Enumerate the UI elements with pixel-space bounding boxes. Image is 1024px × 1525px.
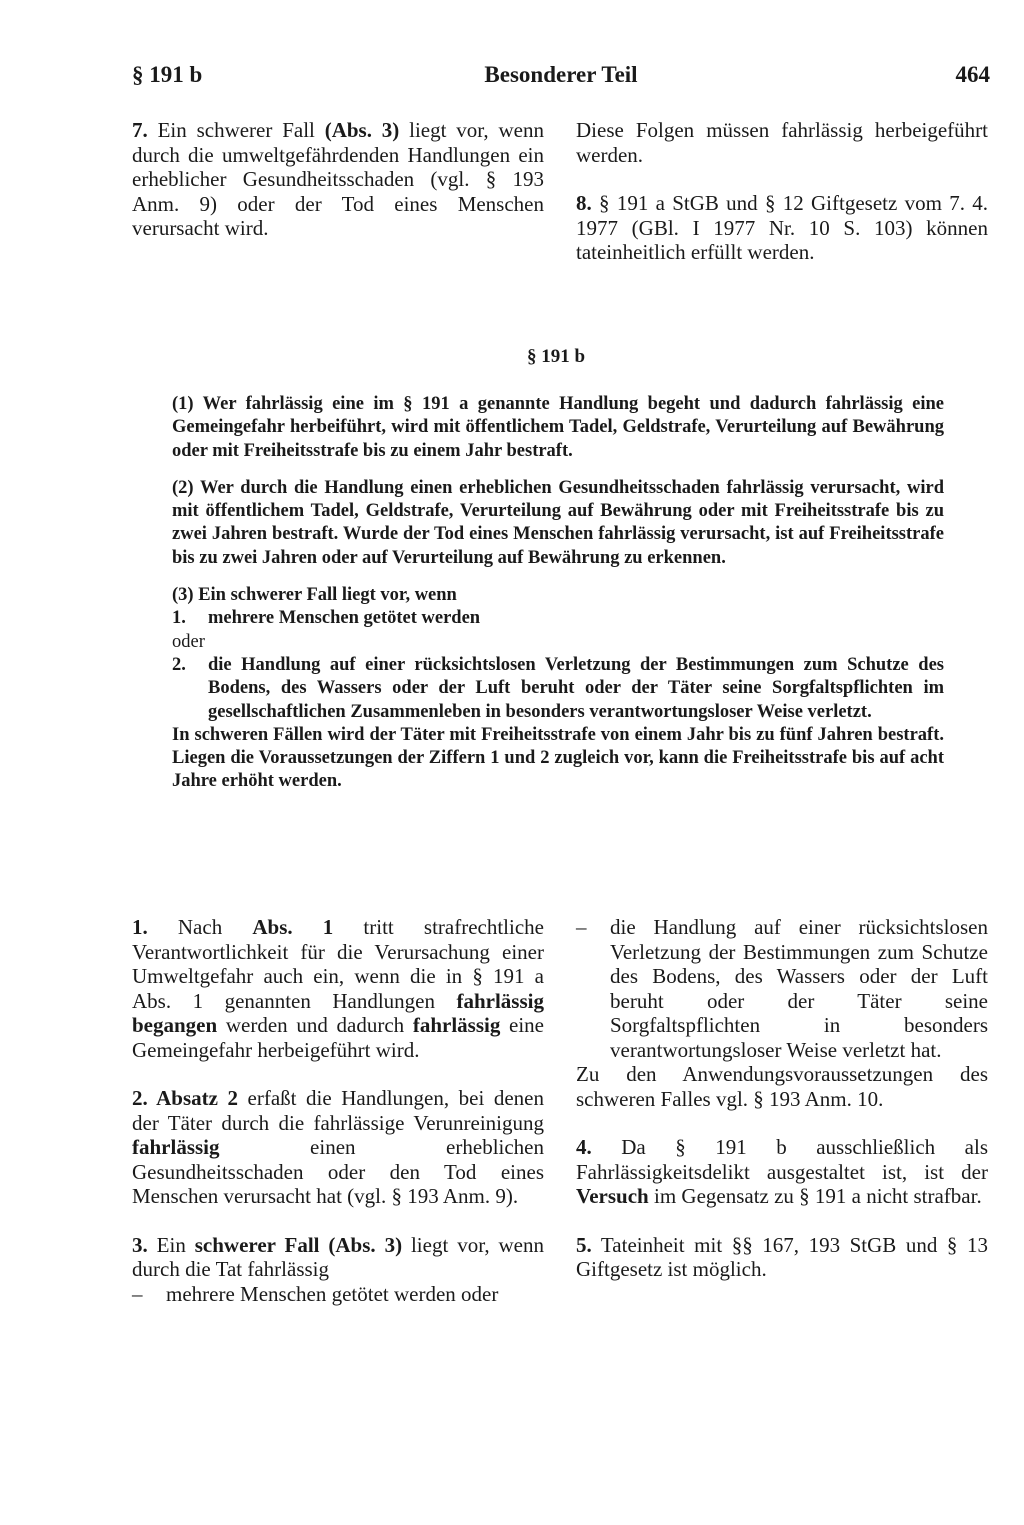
note-text: tritt strafrechtliche Verantwortlichkeit für die Verursachung einer Umweltgefahr auch ein, wenn die in § 191 a Abs. 1 genannten Handlungen: [132, 915, 544, 1013]
note-3-item: [132, 1282, 544, 1307]
note-bold: schwerer Fall (Abs. 3): [194, 1232, 403, 1257]
law-paragraph-3-end: In schweren Fällen wird der Täter mit Freiheitsstrafe von einem Jahr bis zu fünf Jahren bestraft. Liegen die Voraussetzungen der Ziffern 1 und 2 zugleich vor, kann die Freiheitsstrafe bis auf acht Jahre erhöht werden.: [172, 724, 944, 792]
header-section: § 191 b: [132, 62, 203, 87]
note-text: Ein: [147, 1232, 195, 1257]
notes-left-column: [132, 915, 544, 1306]
note-3-item-2: [576, 915, 988, 1062]
law-paragraph-1: (1) Wer fahrlässig eine im § 191 a genannte Handlung begeht und dadurch fahrlässig eine Gemeingefahr herbeiführt, wird mit öffentlichem Tadel, Geldstrafe, Verurteilung auf Bewährung oder mit Freiheitsstrafe bis zu einem Jahr bestraft.: [172, 394, 944, 461]
note-7: [132, 118, 544, 241]
note-text: liegt vor, wenn durch die umweltgefährdenden Handlungen ein erheblicher Gesundheitsschaden (vgl. § 193 Anm. 9) oder der Tod eines Menschen verursacht wird.: [132, 118, 544, 240]
note-text: Da § 191 b ausschließlich als Fahrlässigkeitsdelikt ausgestaltet ist, ist der: [576, 1135, 988, 1184]
law-section-title: § 191 b: [526, 346, 586, 367]
note-bold: Absatz 2: [147, 1086, 238, 1110]
law-paragraph-2: (2) Wer durch die Handlung einen erheblichen Gesundheitsschaden fahrlässig verursacht, wird mit öffentlichem Tadel, Geldstrafe, Verurteilung auf Bewährung oder mit Freiheitsstrafe bis zu zwei Jahren bestraft. Wurde der Tod eines Menschen fahrlässig verursacht, ist auf Freiheitsstrafe bis zu zwei Jahren oder auf Verurteilung auf Bewährung zu erkennen.: [172, 477, 944, 568]
note-text: liegt vor, wenn durch die Tat fahrlässig: [132, 1232, 544, 1281]
note-number: 3.: [132, 1232, 148, 1257]
note-number: 2.: [132, 1086, 148, 1110]
note-number: 4.: [576, 1135, 592, 1159]
note-text: Tateinheit mit §§ 167, 193 StGB und § 13 Giftgesetz ist möglich.: [576, 1232, 988, 1281]
note-text: Nach: [147, 915, 253, 939]
law-text: [172, 393, 944, 794]
item-number: 1.: [172, 608, 186, 629]
note-4: [576, 1135, 988, 1209]
law-item-1: [172, 607, 944, 630]
note-bold: fahrlässig begangen: [132, 988, 544, 1037]
note-bold: Versuch: [576, 1184, 649, 1208]
page-number: 464: [955, 62, 990, 87]
note-number: 8.: [576, 191, 592, 215]
note-3: [132, 1233, 544, 1282]
note-1: [132, 915, 544, 1062]
item-text: die Handlung auf einer rücksichtslosen Verletzung der Bestimmungen zum Schutze des Bodens, des Wassers oder der Luft beruht oder der Täter seine Sorgfaltspflichten im gesellschaftlichen Zusammenleben in besonders verantwortungsloser Weise verletzt.: [208, 654, 944, 722]
note-2: [132, 1086, 544, 1209]
header-title: Besonderer Teil: [484, 62, 638, 87]
item-number: 2.: [172, 654, 186, 675]
note-text: einen erheblichen Gesundheitsschaden oder den Tod eines Menschen verursacht hat (vgl. § 193 Anm. 9).: [132, 1135, 544, 1208]
note-text: Diese Folgen müssen fahrlässig herbeigeführt werden.: [576, 118, 988, 167]
note-text: werden und dadurch: [217, 1013, 413, 1037]
note-8: [576, 191, 988, 265]
note-7-continued: [576, 118, 988, 265]
note-number: 5.: [576, 1232, 592, 1257]
item-text: mehrere Menschen getötet werden: [208, 608, 481, 629]
note-bold: Abs. 1: [252, 915, 334, 939]
item-text: die Handlung auf einer rücksichtslosen Verletzung der Bestimmungen zum Schutze des Bodens, des Wassers oder der Luft beruht oder der Täter seine Sorgfaltspflichten in besonders verantwortungsloser Weise verletzt hat.: [610, 915, 988, 1062]
dash-bullet: –: [132, 1281, 143, 1306]
dash-bullet: –: [576, 915, 587, 939]
item-text: mehrere Menschen getötet werden oder: [166, 1281, 499, 1306]
note-text: § 191 a StGB und § 12 Giftgesetz vom 7. 4. 1977 (GBl. I 1977 Nr. 10 S. 103) können tateinheitlich erfüllt werden.: [576, 191, 988, 264]
law-paragraph-3-intro: (3) Ein schwerer Fall liegt vor, wenn: [172, 585, 457, 606]
note-bold: fahrlässig: [132, 1135, 220, 1159]
note-bold: fahrlässig: [412, 1013, 501, 1037]
note-text: im Gegensatz zu § 191 a nicht strafbar.: [648, 1184, 982, 1208]
note-5: [576, 1233, 988, 1282]
notes-right-column: [576, 915, 988, 1282]
note-3-reference: Zu den Anwendungsvoraussetzungen des schweren Falles vgl. § 193 Anm. 10.: [576, 1062, 988, 1111]
note-number: 7.: [132, 118, 148, 142]
running-header: [132, 62, 990, 98]
note-bold: (Abs. 3): [324, 118, 400, 142]
law-item-2: [172, 654, 944, 724]
note-text: eine Gemeingefahr herbeigeführt wird.: [132, 1013, 544, 1062]
note-text: erfaßt die Handlungen, bei denen der Täter durch die fahrlässige Verunreinigung: [132, 1086, 544, 1135]
note-number: 1.: [132, 915, 148, 939]
note-text: Ein schwerer Fall: [147, 118, 325, 142]
law-oder: oder: [172, 631, 205, 652]
